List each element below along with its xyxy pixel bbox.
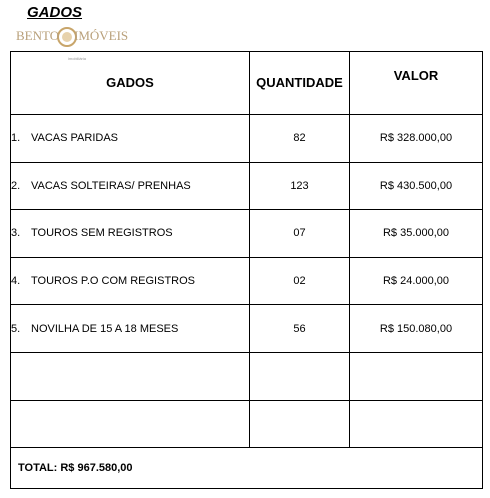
empty-cell [11, 353, 250, 401]
value-cell: R$ 24.000,00 [350, 257, 483, 305]
total-value: TOTAL: R$ 967.580,00 [11, 448, 483, 489]
item-number: 3. [11, 227, 21, 240]
table-row [11, 210, 483, 258]
value-cell: R$ 35.000,00 [350, 210, 483, 258]
logo-word-left: BENTO [16, 28, 60, 43]
value-cell: R$ 328.000,00 [350, 114, 483, 162]
item-cell [11, 257, 250, 305]
empty-cell [250, 353, 350, 401]
header-quantidade: QUANTIDADE [250, 52, 350, 115]
item-cell [11, 114, 250, 162]
header-valor: VALOR [350, 52, 483, 115]
item-number: 1. [11, 132, 21, 145]
item-description: NOVILHA DE 15 A 18 MESES [31, 322, 179, 335]
value-cell: R$ 430.500,00 [350, 162, 483, 210]
logo-word-right: IMÓVEIS [74, 28, 129, 43]
empty-cell [350, 353, 483, 401]
page-title: GADOS [27, 4, 83, 21]
item-description: TOUROS P.O COM REGISTROS [31, 275, 196, 288]
table-header-row [11, 52, 483, 115]
item-number: 4. [11, 275, 21, 288]
item-description: VACAS SOLTEIRAS/ PRENHAS [31, 179, 191, 192]
item-description: VACAS PARIDAS [31, 132, 119, 145]
table-row [11, 162, 483, 210]
header-gados: GADOS [11, 52, 250, 115]
logo-tagline: imobiliária [68, 56, 87, 61]
empty-cell [350, 400, 483, 448]
quantity-cell: 07 [250, 210, 350, 258]
item-cell [11, 210, 250, 258]
quantity-cell: 123 [250, 162, 350, 210]
table-row [11, 257, 483, 305]
livestock-table [10, 51, 483, 489]
quantity-cell: 02 [250, 257, 350, 305]
total-row [11, 448, 483, 489]
empty-row [11, 353, 483, 401]
table-row [11, 114, 483, 162]
item-description: TOUROS SEM REGISTROS [31, 227, 173, 240]
item-number: 2. [11, 179, 21, 192]
empty-row [11, 400, 483, 448]
empty-cell [11, 400, 250, 448]
item-cell [11, 162, 250, 210]
value-cell: R$ 150.080,00 [350, 305, 483, 353]
quantity-cell: 82 [250, 114, 350, 162]
table-row [11, 305, 483, 353]
item-number: 5. [11, 322, 21, 335]
quantity-cell: 56 [250, 305, 350, 353]
item-cell [11, 305, 250, 353]
empty-cell [250, 400, 350, 448]
